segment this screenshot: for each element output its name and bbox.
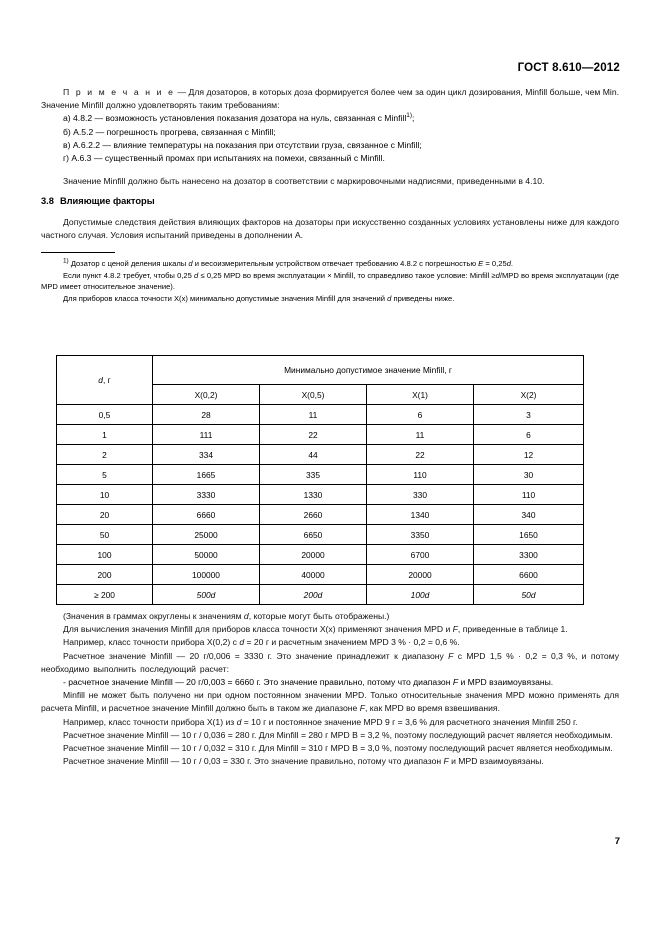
- note-item-a: [41, 112, 619, 125]
- cell-x02: 500d: [153, 585, 260, 605]
- influencing-factors-paragraph: Допустимые следствия действия влияющих факторов на дозаторы при искусственно созданных условиях установлены ниже для каждого частного случая. Условия испытаний приведены в дополнении А.: [41, 216, 619, 240]
- cell-d: 0,5: [57, 405, 153, 425]
- cell-x1: 1340: [367, 505, 474, 525]
- note-item-v: в) A.6.2.2 — влияние температуры на показания при отсутствии груза, связанное с Minfill;: [63, 139, 422, 150]
- table-body: [57, 405, 584, 605]
- footnote-paragraph-1: [41, 258, 619, 270]
- lower-text-block: [41, 610, 619, 768]
- rounding-note-paragraph: [41, 610, 619, 623]
- cell-x05: 11: [260, 405, 367, 425]
- calc1-b: с MPD 1,5 % · 0,2 = 0,3 %, и потому необходимо выполнить последующий расчет:: [41, 650, 619, 674]
- footnote-separator-rule: [41, 252, 115, 253]
- note-item-a-tail: ;: [411, 113, 415, 124]
- minfill-table-container: [56, 355, 583, 605]
- section-heading-3-8: [41, 195, 619, 208]
- cell-x05: 2660: [260, 505, 367, 525]
- footnote-paragraph-3: [41, 293, 619, 305]
- footnote2-var-d2: d: [495, 270, 500, 280]
- table-row: [57, 405, 584, 425]
- footnote-text-b: и весоизмерительным устройством отвечает требованию 4.8.2 с погрешностью: [192, 259, 479, 269]
- cell-x02: 3330: [153, 485, 260, 505]
- cell-d: 50: [57, 525, 153, 545]
- note-text: Для дозаторов, в которых доза формируется более чем за один цикл дозирования, Minfill больше, чем Min. Значение Minfill должно удовлетворять таким требованиям:: [41, 87, 619, 111]
- mpd-note-b: , как MPD во время взвешивания.: [364, 703, 500, 714]
- example1-b: = 20 г и расчетным значением MPD 3 % · 0,2 = 0,6 %.: [244, 637, 460, 648]
- spacer: [41, 209, 619, 216]
- table-col-header-d: [57, 356, 153, 405]
- cell-x05: 335: [260, 465, 367, 485]
- cell-x05: 22: [260, 425, 367, 445]
- table-row: [57, 425, 584, 445]
- table-subheader-x05: X(0,5): [260, 385, 367, 405]
- calc5-a: Расчетное значение Minfill — 10 г / 0,03 = 330 г. Это значение правильно, потому что диапазон: [63, 756, 444, 767]
- footnote-text-end: .: [510, 259, 514, 269]
- cell-x2: 110: [474, 485, 584, 505]
- footnote3-text-b: приведены ниже.: [391, 293, 455, 303]
- calc5-b: и MPD взаимоувязаны.: [448, 756, 544, 767]
- calculation-intro-paragraph: [41, 623, 619, 636]
- table-row: [57, 565, 584, 585]
- spacer: [41, 188, 619, 195]
- cell-x2: 50d: [474, 585, 584, 605]
- cell-x1: 20000: [367, 565, 474, 585]
- cell-x05: 44: [260, 445, 367, 465]
- calculation-5-paragraph: [41, 755, 619, 768]
- cell-x05: 200d: [260, 585, 367, 605]
- footnote-var-d: d: [188, 259, 193, 269]
- section-number: 3.8: [41, 196, 54, 207]
- footnote-marker: 1): [63, 257, 69, 265]
- cell-x02: 334: [153, 445, 260, 465]
- table-row: [57, 585, 584, 605]
- calc1-a: Расчетное значение Minfill — 20 г/0,006 = 3330 г. Это значение принадлежит к диапазону: [63, 650, 449, 661]
- cell-x02: 1665: [153, 465, 260, 485]
- section-title: Влияющие факторы: [59, 196, 155, 207]
- note-item-b: б) A.5.2 — погрешность прогрева, связанная с Minfill;: [63, 126, 276, 137]
- table-subheader-x1: X(1): [367, 385, 474, 405]
- table-col-header-d-symbol: d: [98, 375, 103, 385]
- calc-intro-a: Для вычисления значения Minfill для приборов класса точности X(x) применяют значения MPD и: [63, 624, 453, 635]
- note-label: П р и м е ч а н и е: [63, 87, 176, 97]
- example1-var-d: d: [239, 637, 245, 648]
- note-item-g: г) A.6.3 — существенный промах при испытаниях на помехи, связанный с Minfill.: [63, 153, 385, 164]
- cell-x2: 12: [474, 445, 584, 465]
- cell-x1: 6700: [367, 545, 474, 565]
- cell-x1: 3350: [367, 525, 474, 545]
- mpd-note-var-F: F: [359, 703, 365, 714]
- footnote-text-a: Дозатор с ценой деления шкалы: [70, 259, 189, 269]
- table-header-row-group: [57, 356, 584, 385]
- calc2-b: и MPD взаимоувязаны.: [458, 677, 554, 688]
- footnote2-var-d: d: [194, 270, 199, 280]
- note-paragraph: [41, 86, 619, 112]
- calculation-3-paragraph: Расчетное значение Minfill — 10 г / 0,036 = 280 г. Для Minfill = 280 г MPD B = 3,2 %, поэтому последующий расчет является необходимым.: [63, 729, 613, 740]
- table-subheader-x2: X(2): [474, 385, 584, 405]
- note-dash: —: [175, 87, 189, 97]
- cell-x02: 111: [153, 425, 260, 445]
- cell-x1: 22: [367, 445, 474, 465]
- upper-text-block: [41, 86, 619, 304]
- minfill-table: [56, 355, 584, 605]
- note-item-a-text: а) 4.8.2 — возможность установления показания дозатора на нуль, связанная с Minfill: [63, 113, 407, 124]
- cell-x02: 25000: [153, 525, 260, 545]
- page-number: 7: [614, 836, 620, 847]
- cell-d: 20: [57, 505, 153, 525]
- calc1-var-F: F: [448, 650, 454, 661]
- calculation-1-paragraph: [41, 650, 619, 676]
- footnote-text-c: = 0,25: [483, 259, 507, 269]
- table-header: [57, 356, 584, 405]
- table-row: [57, 505, 584, 525]
- example2-var-d: d: [236, 716, 242, 727]
- cell-x05: 40000: [260, 565, 367, 585]
- table-group-header: Минимально допустимое значение Minfill, г: [153, 356, 584, 385]
- footnote3-var-d: d: [387, 293, 392, 303]
- table-row: [57, 525, 584, 545]
- example2-a: Например, класс точности прибора X(1) из: [63, 716, 237, 727]
- calc2-var-F: F: [452, 677, 459, 688]
- footnote-marker-ref: 1): [406, 112, 412, 120]
- cell-x2: 30: [474, 465, 584, 485]
- footnote2-text-c: /MPD во время эксплуатации (где MPD имеет относительное значение).: [41, 270, 619, 292]
- calc2-a: - расчетное значение Minfill — 20 г/0,003 = 6660 г. Это значение правильно, потому что диапазон: [63, 677, 453, 688]
- cell-x2: 6600: [474, 565, 584, 585]
- cell-x2: 1650: [474, 525, 584, 545]
- footnote-var-d2: d: [506, 259, 511, 269]
- cell-x05: 20000: [260, 545, 367, 565]
- cell-x1: 11: [367, 425, 474, 445]
- cell-d: 2: [57, 445, 153, 465]
- cell-d: 10: [57, 485, 153, 505]
- cell-d: 100: [57, 545, 153, 565]
- example2-b: = 10 г и постоянное значение MPD 9 г = 3,6 % для расчетного значения Minfill 250 г.: [241, 716, 578, 727]
- table-row: [57, 545, 584, 565]
- cell-x1: 330: [367, 485, 474, 505]
- example-2-paragraph: [41, 716, 619, 729]
- cell-x2: 6: [474, 425, 584, 445]
- table-subheader-x02: X(0,2): [153, 385, 260, 405]
- cell-d: 5: [57, 465, 153, 485]
- cell-d: ≥ 200: [57, 585, 153, 605]
- example1-a: Например, класс точности прибора X(0,2) с: [63, 637, 240, 648]
- calculation-2-paragraph: [41, 676, 619, 689]
- table-col-header-d-unit: , г: [102, 375, 111, 385]
- footnote-var-E: E: [478, 259, 484, 269]
- cell-x2: 340: [474, 505, 584, 525]
- cell-x1: 110: [367, 465, 474, 485]
- example-1-paragraph: [41, 636, 619, 649]
- cell-x02: 6660: [153, 505, 260, 525]
- spacer: [41, 165, 619, 175]
- cell-d: 200: [57, 565, 153, 585]
- calc-intro-var-F: F: [452, 624, 458, 635]
- marking-paragraph: Значение Minfill должно быть нанесено на дозатор в соответствии с маркировочными надписями, приведенными в 4.10.: [63, 176, 545, 187]
- cell-x1: 100d: [367, 585, 474, 605]
- cell-x05: 6650: [260, 525, 367, 545]
- footnote2-text-a: Если пункт 4.8.2 требует, чтобы 0,25: [63, 270, 195, 280]
- calculation-4-paragraph: Расчетное значение Minfill — 10 г / 0,032 = 310 г. Для Minfill = 310 г MPD B = 3,0 %, поэтому последующий расчет является необходимым.: [63, 743, 613, 754]
- cell-d: 1: [57, 425, 153, 445]
- cell-x2: 3300: [474, 545, 584, 565]
- rounding-note-b: , которые могут быть отображены.): [248, 611, 390, 621]
- footnote3-text-a: Для приборов класса точности X(x) минимально допустимые значения Minfill для значений: [63, 293, 388, 303]
- calc-intro-b: , приведенные в таблице 1.: [457, 624, 568, 635]
- table-row: [57, 485, 584, 505]
- footnote2-text-b: ≤ 0,25 MPD во время эксплуатации × Minfill, то справедливо такое условие: Minfill ≥: [198, 270, 496, 280]
- mpd-note-paragraph: [41, 689, 619, 715]
- calc5-var-F: F: [443, 756, 449, 767]
- cell-x1: 6: [367, 405, 474, 425]
- footnote-paragraph-2: [41, 270, 619, 293]
- rounding-note-a: (Значения в граммах округлены к значениям: [63, 611, 244, 621]
- cell-x02: 100000: [153, 565, 260, 585]
- cell-x02: 28: [153, 405, 260, 425]
- standard-header: ГОСТ 8.610—2012: [517, 62, 620, 74]
- mpd-note-a: Minfill не может быть получено ни при одном постоянном значении MPD. Только относительные значения MPD можно применять для расчета Minfill, и расчетное значение Minfill должно быть в таком же диапазоне: [41, 690, 619, 714]
- rounding-note-var-d: d: [243, 611, 249, 621]
- cell-x05: 1330: [260, 485, 367, 505]
- table-row: [57, 465, 584, 485]
- cell-x02: 50000: [153, 545, 260, 565]
- table-row: [57, 445, 584, 465]
- cell-x2: 3: [474, 405, 584, 425]
